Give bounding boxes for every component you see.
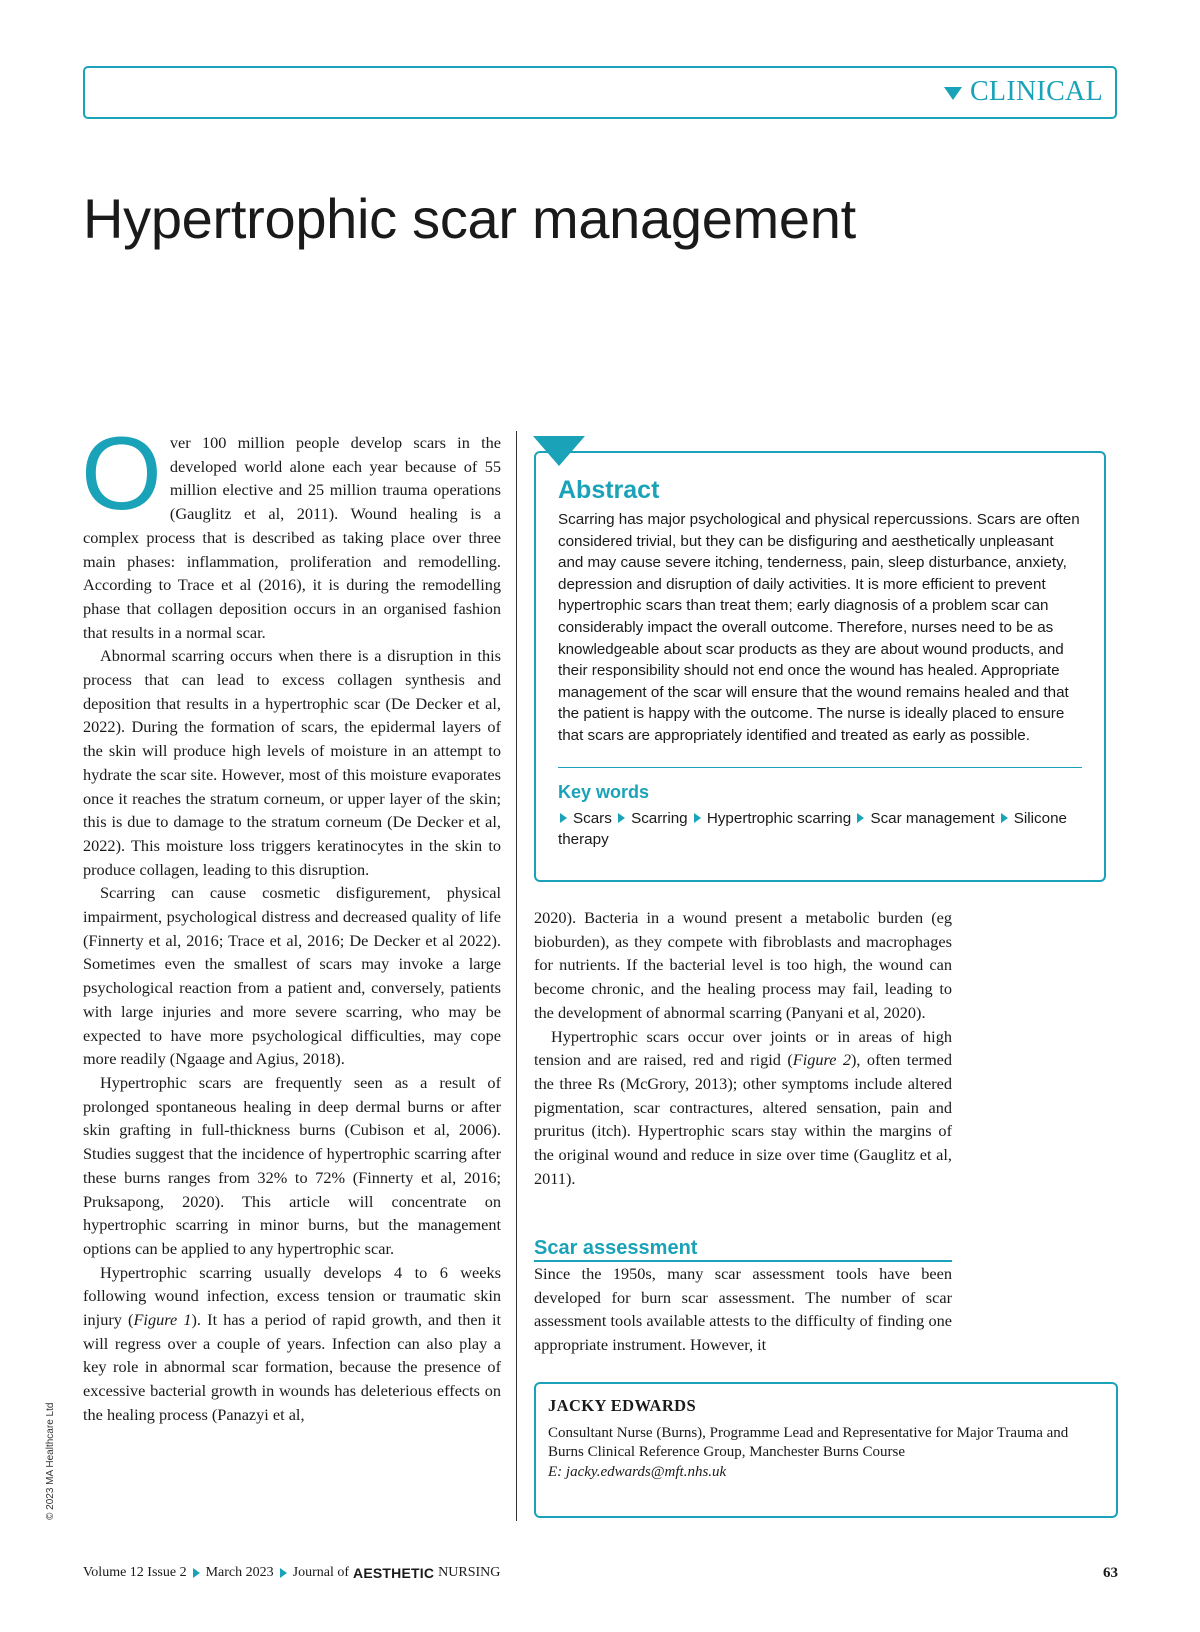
footer-journal-suffix: NURSING bbox=[438, 1565, 501, 1580]
right-paragraph-3: Since the 1950s, many scar assessment tools have been developed for burn scar assessment. The number of scar assessment tools available attests to the difficulty of finding one appropriate instrument. However, it bbox=[534, 1264, 952, 1355]
right-paragraph-2 bbox=[534, 1025, 952, 1191]
section-tag bbox=[944, 76, 1103, 108]
keyword: Scar management bbox=[870, 809, 995, 827]
intro-paragraph-3: Scarring can cause cosmetic disfigurement, physical impairment, psychological distress and decreased quality of life (Finnerty et al, 2016; Trace et al, 2016; De Decker et al 2022). Sometimes even the smallest of scars may invoke a large psychological reaction from a patient and, conversely, patients with large injuries and more severe scarring, who may be expected to have more psychological difficulties, may cope more readily (Ngaage and Agius, 2018). bbox=[83, 883, 501, 1069]
section-header-bar bbox=[83, 66, 1117, 119]
page-footer bbox=[83, 1565, 500, 1581]
keyword: Scarring bbox=[631, 809, 688, 827]
right-paragraph-1: 2020). Bacteria in a wound present a metabolic burden (eg bioburden), as they compete with fibroblasts and macrophages for nutrients. If the bacterial level is too high, the wound can become chronic, and the healing process may fail, leading to the development of abnormal scarring (Panyani et al, 2020). bbox=[534, 908, 952, 1022]
keyword: Silicone therapy bbox=[558, 809, 1067, 849]
copyright-notice: © 2023 MA Healthcare Ltd bbox=[45, 1402, 56, 1520]
drop-cap: O bbox=[81, 416, 162, 532]
scar-assessment-heading: Scar assessment bbox=[534, 1236, 952, 1262]
author-name: JACKY EDWARDS bbox=[548, 1396, 697, 1415]
triangle-right-icon bbox=[1001, 813, 1008, 823]
abstract-text: Scarring has major psychological and physical repercussions. Scars are often considered trivial, but they can be disfiguring and aesthetically unpleasant and may cause severe itching, tenderness, pain, sleep disturbance, anxiety, depression and disruption of daily activities. It is more efficient to prevent hypertrophic scars than treat them; early diagnosis of a problem scar can considerably impact the overall outcome. Therefore, nurses need to be as knowledgeable about scar products as they are about wound products, and their responsibility should not end once the wound has healed. Appropriate management of the scar will ensure that the wound remains healed and that the patient is happy with the outcome. The nurse is ideally placed to ensure that scars are appropriately identified and treated as early as possible. bbox=[558, 511, 1080, 744]
paragraph-text: Hypertrophic scarring usually develops 4 to 6 weeks following wound infection, excess tension or traumatic skin injury ( bbox=[83, 1262, 501, 1330]
intro-paragraph-5 bbox=[83, 1261, 501, 1427]
footer-journal-prefix: Journal of bbox=[292, 1565, 350, 1580]
figure-reference: Figure 2 bbox=[792, 1050, 852, 1070]
triangle-right-icon bbox=[694, 813, 701, 823]
figure-reference: Figure 1 bbox=[133, 1310, 192, 1330]
paragraph-text: ). It has a period of rapid growth, and then it will regress over a couple of years. Infection can also play a key role in abnormal scar formation, because the presence of excessive bacterial growth in wounds has deleterious effects on the healing process (Panazyi et al, bbox=[83, 1310, 501, 1424]
column-divider bbox=[516, 431, 517, 1521]
abstract-divider bbox=[558, 767, 1082, 768]
page-title: Hypertrophic scar management bbox=[83, 187, 856, 250]
section-tag-label: CLINICAL bbox=[969, 76, 1103, 107]
keywords-heading: Key words bbox=[558, 781, 650, 802]
author-email: E: jacky.edwards@mft.nhs.uk bbox=[548, 1464, 727, 1480]
footer-journal-brand: AESTHETIC bbox=[353, 1565, 435, 1581]
body-column-left bbox=[81, 416, 501, 1427]
keyword: Scars bbox=[573, 809, 612, 827]
paragraph-text: ver 100 million people develop scars in the developed world alone each year because of 55 million elective and 25 million trauma operations (Gauglitz et al, 2011). Wound healing is a complex process that is described as taking place over three main phases: inflammation, proliferation and remodelling. According to Trace et al (2016), it is during the remodelling phase that collagen deposition occurs in an organised fashion that results in a normal scar. bbox=[83, 433, 501, 642]
intro-paragraph-4: Hypertrophic scars are frequently seen as a result of prolonged spontaneous healing in deep dermal burns or after skin grafting in full-thickness burns (Cubison et al, 2006). Studies suggest that the incidence of hypertrophic scarring after these burns ranges from 32% to 72% (Finnerty et al, 2016; Pruksapong, 2020). This article will concentrate on hypertrophic scarring in minor burns, but the management options can be applied to any hypertrophic scar. bbox=[83, 1072, 501, 1258]
triangle-right-icon bbox=[618, 813, 625, 823]
page-number: 63 bbox=[1103, 1565, 1118, 1581]
footer-volume: Volume 12 Issue 2 bbox=[83, 1565, 187, 1580]
paragraph-text: ), often termed the three Rs (McGrory, 2013); other symptoms include altered pigmentation, scar contractures, altered sensation, pain and pruritus (itch). Hypertrophic scars stay within the margins of the original wound and reduce in size over time (Gauglitz et al, 2011). bbox=[534, 1050, 952, 1188]
author-role: Consultant Nurse (Burns), Programme Lead and Representative for Major Trauma and Burns Clinical Reference Group, Manchester Burns Course bbox=[548, 1425, 1069, 1460]
keywords-list bbox=[558, 808, 1082, 851]
triangle-right-icon bbox=[560, 813, 567, 823]
paragraph-text: Hypertrophic scars occur over joints or in areas of high tension and are raised, red and rigid ( bbox=[534, 1026, 952, 1070]
footer-date: March 2023 bbox=[205, 1565, 274, 1580]
triangle-right-icon bbox=[193, 1568, 200, 1578]
triangle-right-icon bbox=[280, 1568, 287, 1578]
abstract-heading: Abstract bbox=[558, 476, 660, 504]
body-column-right bbox=[534, 906, 952, 1190]
author-box bbox=[534, 1382, 1118, 1518]
intro-paragraph-2: Abnormal scarring occurs when there is a disruption in this process that can lead to excess collagen synthesis and deposition that results in a hypertrophic scar (De Decker et al, 2022). During the formation of scars, the epidermal layers of the skin will produce high levels of moisture in an attempt to hydrate the scar site. However, most of this moisture evaporates once it reaches the stratum corneum, or upper layer of the skin; this is due to damage to the stratum corneum (De Decker et al, 2022). This moisture loss triggers keratinocytes in the skin to produce collagen, leading to this disruption. bbox=[83, 646, 501, 879]
intro-paragraph-1 bbox=[81, 416, 501, 644]
triangle-right-icon bbox=[857, 813, 864, 823]
abstract-box bbox=[534, 451, 1106, 882]
triangle-down-icon bbox=[944, 87, 962, 100]
keyword: Hypertrophic scarring bbox=[706, 809, 852, 827]
body-column-right-lower bbox=[534, 1262, 952, 1357]
